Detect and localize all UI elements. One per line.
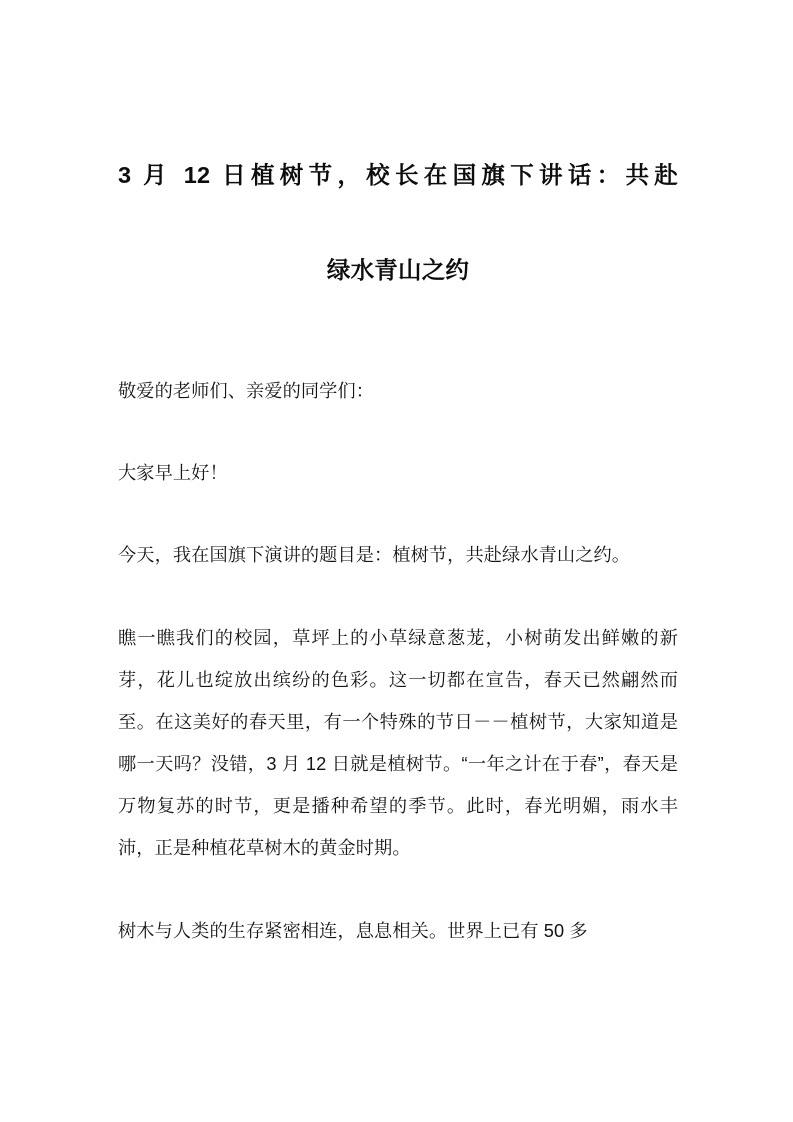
paragraph-spacer-4 xyxy=(118,869,678,910)
greeting-line: 大家早上好！ xyxy=(118,463,228,483)
page-title xyxy=(118,0,678,318)
title-body-spacer xyxy=(118,318,678,370)
paragraph-spacer-2 xyxy=(118,494,678,534)
salutation-line: 敬爱的老师们、亲爱的同学们： xyxy=(118,381,375,401)
document-content xyxy=(118,0,678,952)
page-title-line-1: 3 月 12 日植树节，校长在国旗下讲话：共赴 xyxy=(118,162,678,188)
body-paragraph-3-truncated: 树木与人类的生存紧密相连，息息相关。世界上已有 50 多 xyxy=(118,921,588,941)
body-paragraph-2: 瞧一瞧我们的校园，草坪上的小草绿意葱茏，小树萌发出鲜嫩的新芽，花儿也绽放出缤纷的色彩。这一切都在宣告，春天已然翩然而至。在这美好的春天里，有一个特殊的节日－－植树节，大家知道是哪一天吗？没错，3 月 12 日就是植树节。“一年之计在于春”，春天是万物复苏的时节，更是播种希望的季节。此时，春光明媚，雨水丰沛，正是种植花草树木的黄金时期。 xyxy=(118,628,678,858)
paragraph-spacer-1 xyxy=(118,412,678,452)
body-paragraph-1: 今天，我在国旗下演讲的题目是：植树节，共赴绿水青山之约。 xyxy=(118,545,631,565)
page-title-line-2: 绿水青山之约 xyxy=(326,257,470,283)
paragraph-spacer-3 xyxy=(118,576,678,617)
